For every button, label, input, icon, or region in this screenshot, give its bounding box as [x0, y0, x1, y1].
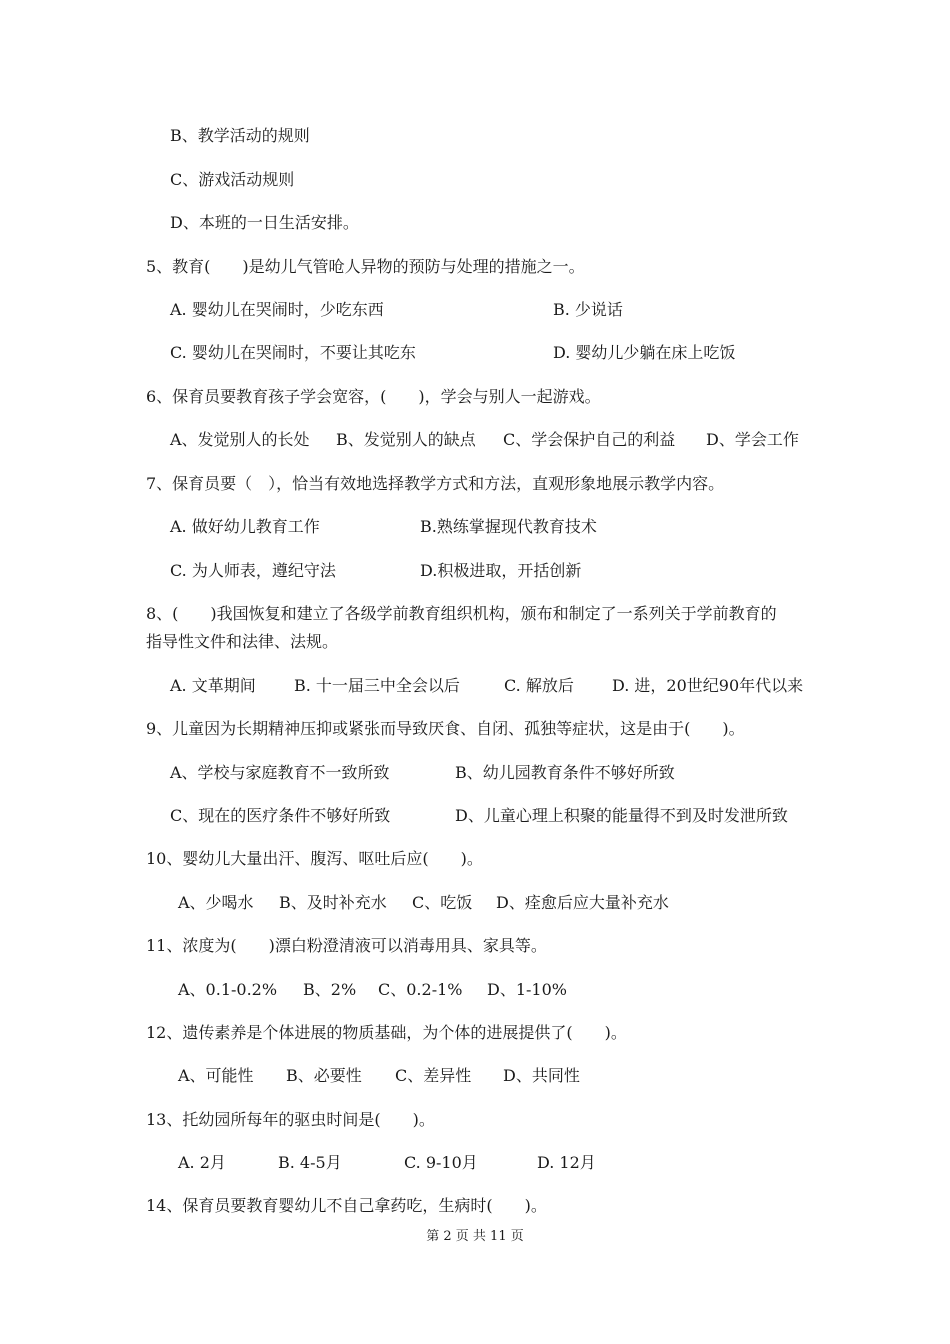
option-b: B. 4-5月: [278, 1153, 342, 1172]
question-stem: 10、婴幼儿大量出汗、腹泻、呕吐后应( )。: [146, 849, 483, 868]
option-c: C、现在的医疗条件不够好所致: [170, 806, 391, 825]
question-stem: 7、保育员要（ ），恰当有效地选择教学方式和方法，直观形象地展示教学内容。: [146, 474, 725, 493]
option-b: B、幼儿园教育条件不够好所致: [455, 763, 675, 782]
option-a: A、0.1-0.2%: [178, 980, 278, 999]
option-a: A. 2月: [178, 1153, 226, 1172]
question-stem: 6、保育员要教育孩子学会宽容，( )，学会与别人一起游戏。: [146, 387, 601, 406]
option-d: D、学会工作: [706, 430, 799, 449]
option-d: D、儿童心理上积聚的能量得不到及时发泄所致: [455, 806, 788, 825]
page-number: 第 2 页 共 11 页: [426, 1229, 524, 1244]
option-a: A、学校与家庭教育不一致所致: [170, 763, 390, 782]
option-c: C. 婴幼儿在哭闹时，不要让其吃东: [170, 343, 416, 362]
option-d: D、痊愈后应大量补充水: [496, 893, 669, 912]
option-c: C. 9-10月: [404, 1153, 478, 1172]
option-c: C. 解放后: [504, 676, 574, 695]
option-c: C、游戏活动规则: [170, 170, 295, 189]
option-a: A、可能性: [178, 1066, 254, 1085]
option-d: D、本班的一日生活安排。: [170, 213, 359, 232]
option-c: C、0.2-1%: [378, 980, 463, 999]
question-stem: 5、教育( )是幼儿气管呛人异物的预防与处理的措施之一。: [146, 257, 585, 276]
option-b: B.熟练掌握现代教育技术: [420, 517, 597, 536]
option-b: B、及时补充水: [279, 893, 387, 912]
option-c: C. 为人师表，遵纪守法: [170, 561, 336, 580]
option-a: A. 文革期间: [170, 676, 256, 695]
option-d: D.积极进取，开括创新: [420, 561, 582, 580]
option-d: D. 进，20世纪90年代以来: [612, 676, 804, 695]
option-b: B、必要性: [286, 1066, 362, 1085]
question-stem: 13、托幼园所每年的驱虫时间是( )。: [146, 1110, 435, 1129]
option-d: D. 12月: [537, 1153, 596, 1172]
option-c: C、差异性: [395, 1066, 472, 1085]
option-b: B. 少说话: [553, 300, 623, 319]
option-d: D、1-10%: [487, 980, 567, 999]
question-stem-continued: 指导性文件和法律、法规。: [146, 632, 339, 651]
option-b: B. 十一届三中全会以后: [294, 676, 460, 695]
option-b: B、教学活动的规则: [170, 126, 310, 145]
question-stem: 14、保育员要教育婴幼儿不自己拿药吃，生病时( )。: [146, 1196, 547, 1215]
option-a: A、少喝水: [178, 893, 254, 912]
option-c: C、吃饭: [412, 893, 473, 912]
question-stem: 12、遗传素养是个体进展的物质基础，为个体的进展提供了( )。: [146, 1023, 627, 1042]
option-b: B、发觉别人的缺点: [336, 430, 476, 449]
option-d: D、共同性: [503, 1066, 580, 1085]
option-a: A、发觉别人的长处: [170, 430, 310, 449]
question-stem: 8、( )我国恢复和建立了各级学前教育组织机构，颁布和制定了一系列关于学前教育的: [146, 604, 777, 623]
option-c: C、学会保护自己的利益: [503, 430, 676, 449]
option-a: A. 婴幼儿在哭闹时，少吃东西: [170, 300, 384, 319]
option-b: B、2%: [303, 980, 357, 999]
question-stem: 9、儿童因为长期精神压抑或紧张而导致厌食、自闭、孤独等症状，这是由于( )。: [146, 719, 745, 738]
question-stem: 11、浓度为( )漂白粉澄清液可以消毒用具、家具等。: [146, 936, 547, 955]
option-a: A. 做好幼儿教育工作: [170, 517, 320, 536]
option-d: D. 婴幼儿少躺在床上吃饭: [553, 343, 736, 362]
